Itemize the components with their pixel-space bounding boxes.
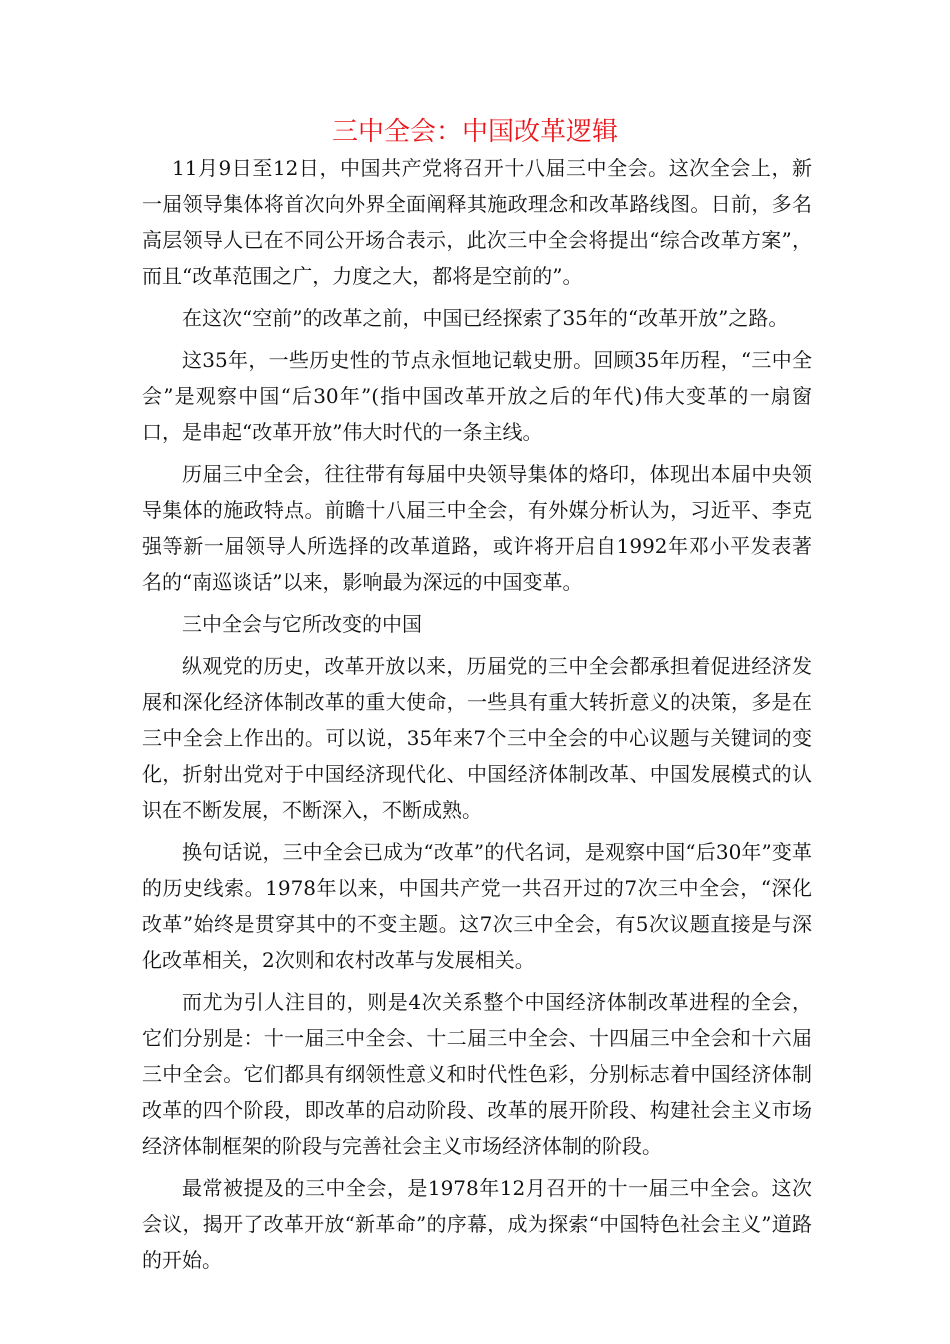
document-title: 三中全会：中国改革逻辑	[331, 117, 618, 147]
document-body	[142, 150, 812, 1284]
paragraph-4: 历届三中全会，往往带有每届中央领导集体的烙印，体现出本届中央领导集体的施政特点。前瞻十八届三中全会，有外媒分析认为，习近平、李克强等新一届领导人所选择的改革道路，或许将开启自1992年邓小平发表著名的“南巡谈话”以来，影响最为深远的中国变革。	[142, 462, 812, 594]
paragraph-8: 最常被提及的三中全会，是1978年12月召开的十一届三中全会。这次会议，揭开了改革开放“新革命”的序幕，成为探索“中国特色社会主义”道路的开始。	[142, 1176, 812, 1272]
paragraph-1: 11月9日至12日，中国共产党将召开十八届三中全会。这次全会上，新一届领导集体将首次向外界全面阐释其施政理念和改革路线图。日前，多名高层领导人已在不同公开场合表示，此次三中全会将提出“综合改革方案”，而且“改革范围之广，力度之大，都将是空前的”。	[142, 156, 812, 288]
paragraph-7: 而尤为引人注目的，则是4次关系整个中国经济体制改革进程的全会，它们分别是：十一届三中全会、十二届三中全会、十四届三中全会和十六届三中全会。它们都具有纲领性意义和时代性色彩，分别标志着中国经济体制改革的四个阶段，即改革的启动阶段、改革的展开阶段、构建社会主义市场经济体制框架的阶段与完善社会主义市场经济体制的阶段。	[142, 990, 812, 1158]
section-heading: 三中全会与它所改变的中国	[182, 612, 422, 636]
paragraph-5: 纵观党的历史，改革开放以来，历届党的三中全会都承担着促进经济发展和深化经济体制改革的重大使命，一些具有重大转折意义的决策，多是在三中全会上作出的。可以说，35年来7个三中全会的中心议题与关键词的变化，折射出党对于中国经济现代化、中国经济体制改革、中国发展模式的认识在不断发展，不断深入，不断成熟。	[142, 654, 812, 822]
paragraph-6: 换句话说，三中全会已成为“改革”的代名词，是观察中国“后30年”变革的历史线索。1978年以来，中国共产党一共召开过的7次三中全会，“深化改革”始终是贯穿其中的不变主题。这7次三中全会，有5次议题直接是与深化改革相关，2次则和农村改革与发展相关。	[142, 840, 812, 972]
paragraph-2: 在这次“空前”的改革之前，中国已经探索了35年的“改革开放”之路。	[182, 306, 789, 330]
paragraph-3: 这35年，一些历史性的节点永恒地记载史册。回顾35年历程，“三中全会”是观察中国“后30年”(指中国改革开放之后的年代)伟大变革的一扇窗口，是串起“改革开放”伟大时代的一条主线。	[142, 348, 812, 444]
